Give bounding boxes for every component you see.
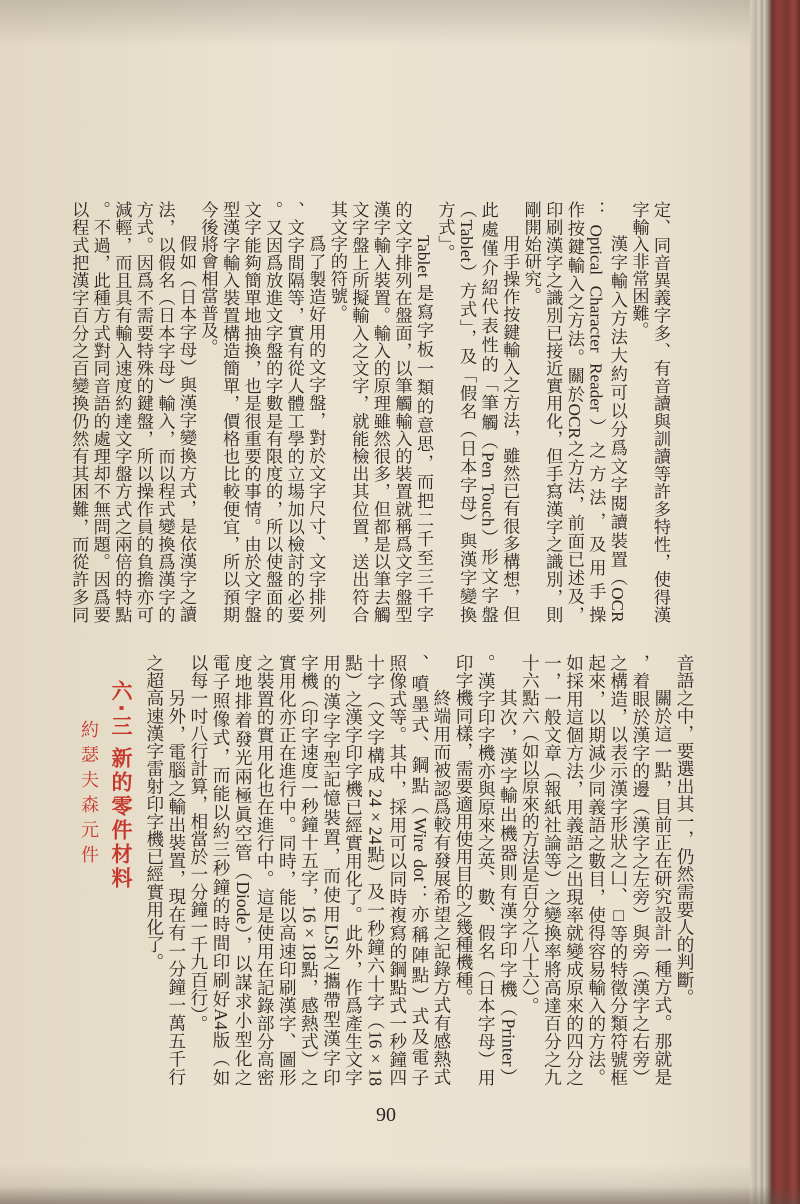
text-column: 之裝置的實用化也在進行中。這是使用在記錄部分高密 (255, 654, 276, 1086)
text-column: 以每一吋八行計算，相當於一分鐘一千九百行）。 (188, 654, 209, 1033)
text-column: 漢字輸入方法大約可以分爲文字閱讀裝置（OCR (607, 235, 627, 623)
paragraph (453, 654, 519, 1086)
text-column: 、噴墨式、鋼點（Wire dot：亦稱陣點）式及電子 (409, 654, 430, 1086)
paragraph (68, 201, 197, 623)
text-column: 其文字的符號。 (327, 201, 347, 322)
text-column: ：Optical Character Reader）之方法，及用手操 (586, 201, 606, 623)
text-column: 假如（日本字母）與漢字變換方式，是依漢字之讀 (176, 235, 196, 623)
text-column: 剛開始研究。 (521, 201, 541, 305)
text-column: 之構造，以表示漢字形狀之凵、□等的特徵分類符號框 (608, 654, 629, 1086)
text-column: 起來，以期減少同義語之數目，使得容易輸入的方法。 (586, 654, 607, 1086)
page-bottom-shadow (0, 1186, 800, 1204)
text-column: 電子照像式，而能以約三秒鐘的時間印刷好A4版（如 (211, 654, 232, 1086)
text-column: 字輸入非常困難。 (629, 201, 649, 339)
paragraph (197, 201, 326, 623)
text-column: 用的漢字字型記憶裝置，而使用LSI之攜帶型漢字印 (321, 654, 342, 1086)
text-column: 一，一般文章（報紙社論等）之變換率將高達百分之九 (542, 654, 563, 1086)
text-column: 此處僅介紹代表性的「筆觸（Pen Touch）形文字盤 (478, 201, 498, 623)
text-column: 照像式等。其中，採用可以同時複寫的鋼點式一秒鐘四 (387, 654, 408, 1086)
upper-text-block (68, 201, 671, 623)
text-column: Tablet 是寫字板一類的意思，而把二千至三千字 (413, 235, 433, 623)
text-column: 音語之中，要選出其一，仍然需要人的判斷。 (675, 654, 695, 1006)
text-column: 法，以假名（日本字母）輸入，而以程式變換爲漢字的 (155, 201, 175, 623)
text-column: 十字（文字構成 24×24點）及一秒鐘六十字（16×18 (365, 654, 386, 1086)
text-column: （Tablet）方式」，及「假名（日本字母）與漢字變換 (457, 201, 477, 623)
text-column: 其次，漢字輸出機器則有漢字印字機（Printer） (498, 689, 519, 1086)
text-column: 另外，電腦之輸出裝置，現在有一分鐘一萬五千行 (166, 689, 187, 1086)
text-column: 的文字排列在盤面，以筆觸輸入的裝置就稱爲文字盤型 (392, 201, 412, 623)
text-column: 。不過，此種方式對同音語的處理却不無問題。因爲要 (90, 201, 110, 623)
text-column: 十六點六（如以原來的方法是百分之八十六）。 (520, 654, 541, 1015)
text-column: 度地排着發光兩極眞空管（Diode），以謀求小型化之 (233, 654, 254, 1086)
text-column: 型漢字輸入裝置構造簡單，價格也比較便宜，所以預期 (220, 201, 240, 623)
text-column: 印刷漢字之識別已接近實用化，但手寫漢字之識別，則 (543, 201, 563, 623)
paragraph (520, 201, 628, 623)
text-column: 關於這一點，目前正在研究設計一種方式。那就是 (652, 689, 673, 1086)
text-column: ，着眼於漢字的邊（漢字之左旁）與旁（漢字之右旁） (630, 654, 651, 1086)
text-column: 以程式把漢字百分之百變換仍然有其困難，而從許多同 (69, 201, 89, 623)
text-column: 、文字間隔等，實有從人體工學的立場加以檢討的必要 (284, 201, 304, 623)
text-column: 作按鍵輸入之方法。關於OCR之方法，前面已述及， (564, 201, 584, 623)
text-column: 漢字輸入裝置。輸入的原理雖然很多，但都是以筆去觸 (370, 201, 390, 623)
subsection-title: 約瑟夫森元件 (78, 720, 99, 870)
paragraph (326, 201, 434, 623)
page-number: 90 (376, 1104, 396, 1126)
paragraph (434, 201, 520, 623)
text-column: 文字能夠簡單地抽換，也是很重要的事情。由於文字盤 (241, 201, 261, 623)
text-column: 實用化亦正在進行中。同時，能以高速印刷漢字、圖形 (277, 654, 298, 1086)
text-column: 文字盤上所擬輸入之文字，就能檢出其位置，送出符合 (349, 201, 369, 623)
text-column: 定、同音異義字多、有音讀與訓讀等許多特性，使得漢 (651, 201, 670, 623)
text-column: 減輕，而且具有輸入速度約達文字盤方式之兩倍的特點 (112, 201, 132, 623)
paragraph (519, 654, 674, 1086)
text-column: 方式。因爲不需要特殊的鍵盤，所以操作員的負擔亦可 (133, 201, 153, 623)
paragraph (628, 201, 671, 623)
text-column: 印字機同樣，需要適用使用目的之幾種機種。 (454, 654, 475, 1006)
section-title: 新的零件材料 (109, 746, 133, 891)
text-column: 。又因爲放進文字盤的字數是有限度的，所以使盤面的 (263, 201, 283, 623)
text-column: 如採用這個方法，用義語之出現率就變成原來的四分之 (564, 654, 585, 1086)
section-heading (107, 680, 135, 910)
text-column: 。漢字印字機亦與原來之英、數、假名（日本字母）用 (476, 654, 497, 1086)
paragraph (188, 654, 453, 1086)
text-column: 爲了製造好用的文字盤，對於文字尺寸、文字排列 (306, 235, 326, 623)
text-column: 之超高速漢字雷射印字機已經實用化了。 (144, 654, 165, 971)
text-column: 方式」。 (435, 201, 455, 262)
section-number: 六·三 (109, 680, 133, 739)
text-column: 用手操作按鍵輸入之方法，雖然已有很多構想，但 (500, 235, 520, 623)
paragraph (674, 654, 696, 1086)
paragraph (144, 654, 188, 1086)
text-column: 今後將會相當普及。 (198, 201, 218, 356)
text-column: 字機（印字速度一秒鐘十五字，16×18點，感熱式）之 (299, 654, 320, 1086)
text-column: 終端用而被認爲較有發展希望之記錄方式有感熱式 (431, 689, 452, 1086)
text-column: 點）之漢字印字機已經實用化了。此外，作爲產生文字 (343, 654, 364, 1086)
book-binding-edge (750, 0, 800, 1204)
lower-text-block (144, 654, 696, 1086)
